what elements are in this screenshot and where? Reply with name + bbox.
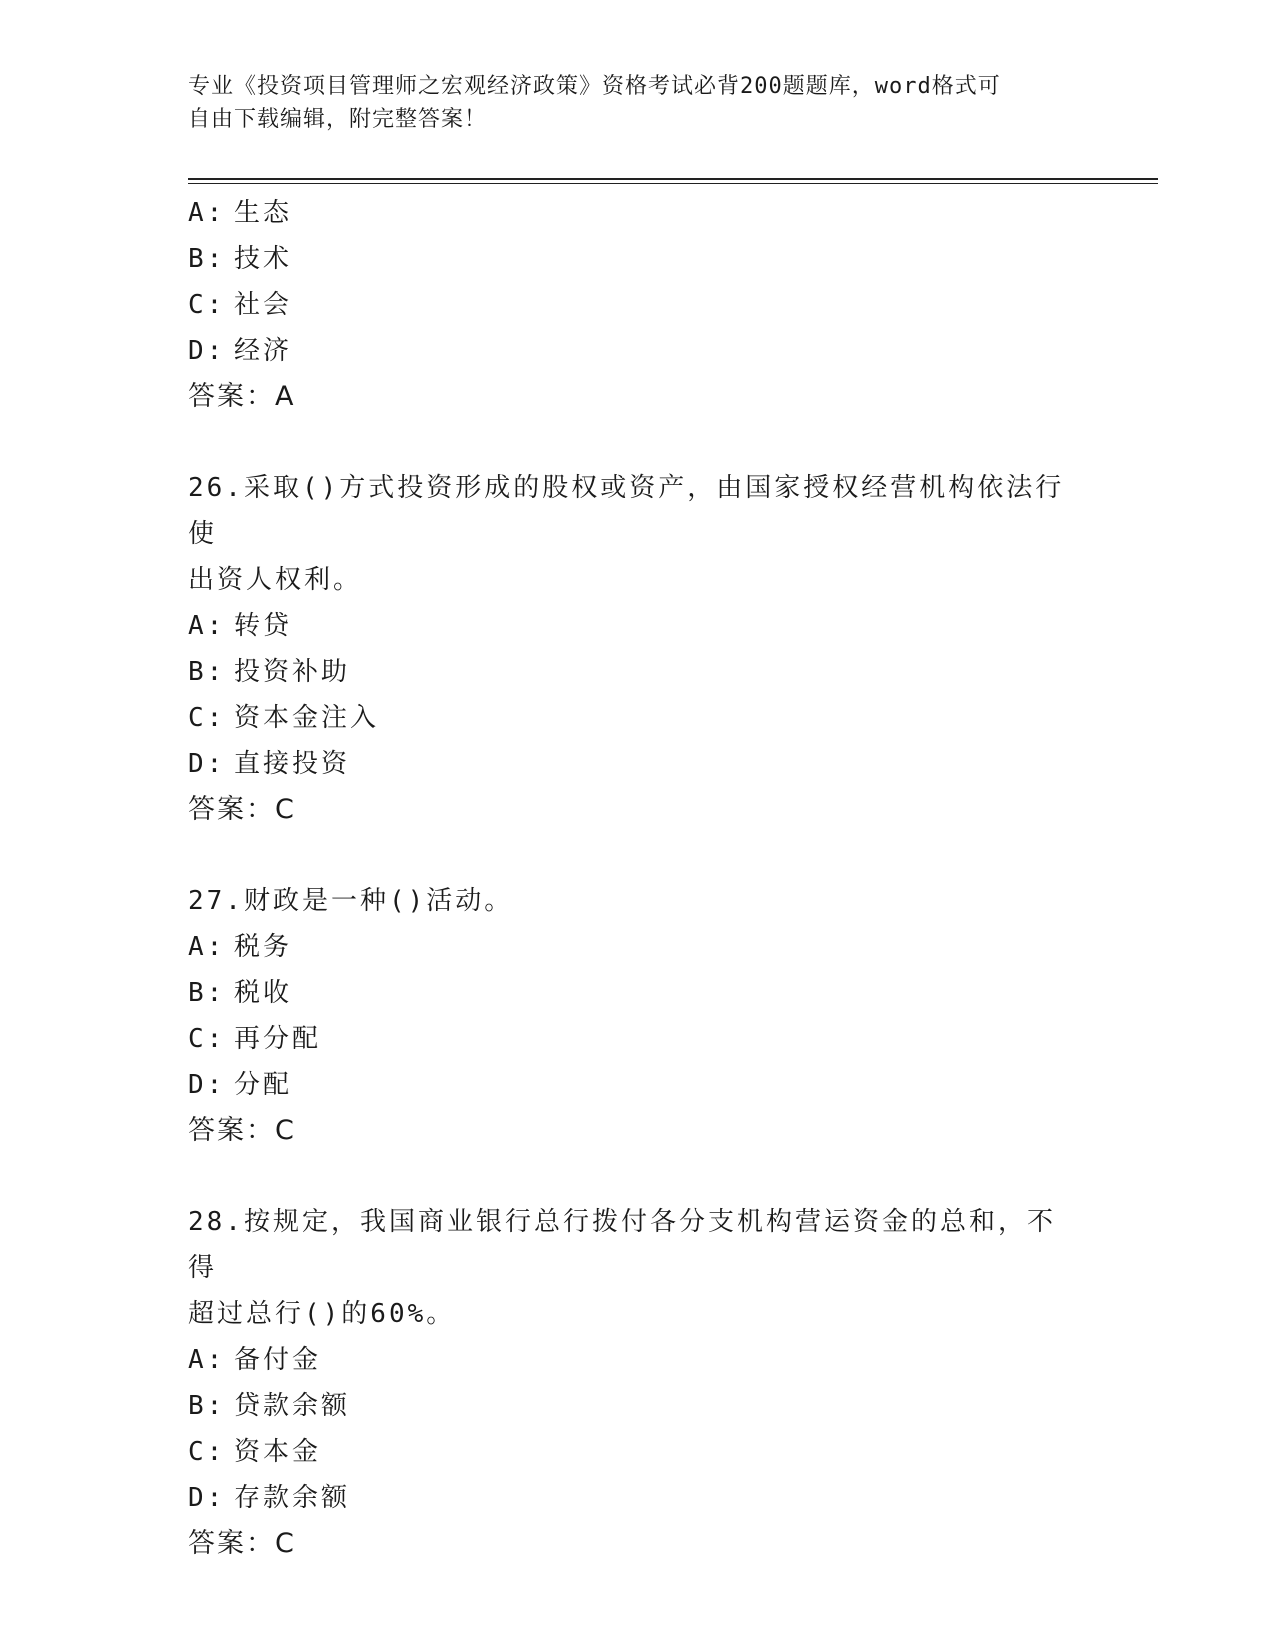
option-d [188, 741, 1088, 787]
option-text: 税收 [234, 978, 293, 1008]
option-c [188, 1016, 1088, 1062]
option-text: 备付金 [234, 1345, 322, 1375]
option-letter: A: [188, 198, 226, 228]
option-a [188, 190, 1088, 236]
option-text: 社会 [234, 290, 293, 320]
option-letter: C: [188, 703, 226, 733]
answer-line: 答案：C [188, 794, 296, 825]
option-text: 生态 [234, 198, 293, 228]
question-block-28 [188, 1199, 1088, 1567]
option-text: 资本金注入 [234, 703, 380, 733]
option-text: 直接投资 [234, 749, 351, 779]
option-text: 经济 [234, 336, 293, 366]
question-block-continued [188, 190, 1088, 420]
question-stem [188, 1199, 1078, 1337]
question-stem-line-1: 27.财政是一种()活动。 [188, 886, 514, 916]
option-letter: D: [188, 1483, 226, 1513]
option-b [188, 236, 1088, 282]
option-letter: C: [188, 290, 226, 320]
option-letter: C: [188, 1437, 226, 1467]
option-b [188, 1383, 1088, 1429]
header-divider-thin [188, 183, 1158, 184]
question-stem-line-1: 28.按规定，我国商业银行总行拨付各分支机构营运资金的总和，不得 [188, 1207, 1056, 1283]
option-b [188, 970, 1088, 1016]
option-letter: D: [188, 336, 226, 366]
option-letter: A: [188, 932, 226, 962]
option-letter: A: [188, 1345, 226, 1375]
question-stem [188, 465, 1078, 603]
option-d [188, 1062, 1088, 1108]
option-text: 存款余额 [234, 1483, 351, 1513]
question-block-27 [188, 878, 1088, 1154]
option-b [188, 649, 1088, 695]
option-c [188, 695, 1088, 741]
question-block-26 [188, 465, 1088, 833]
option-text: 资本金 [234, 1437, 322, 1467]
option-letter: A: [188, 611, 226, 641]
option-c [188, 282, 1088, 328]
option-letter: B: [188, 978, 226, 1008]
option-text: 转贷 [234, 611, 293, 641]
option-letter: B: [188, 1391, 226, 1421]
option-letter: B: [188, 657, 226, 687]
question-stem-line-2: 超过总行()的60%。 [188, 1299, 456, 1329]
option-letter: D: [188, 1070, 226, 1100]
option-text: 税务 [234, 932, 293, 962]
option-text: 投资补助 [234, 657, 351, 687]
option-d [188, 1475, 1088, 1521]
option-d [188, 328, 1088, 374]
option-letter: C: [188, 1024, 226, 1054]
option-a [188, 1337, 1088, 1383]
option-text: 分配 [234, 1070, 293, 1100]
answer-line: 答案：C [188, 1528, 296, 1559]
option-letter: B: [188, 244, 226, 274]
question-stem [188, 878, 1078, 924]
question-stem-line-1: 26.采取()方式投资形成的股权或资产，由国家授权经营机构依法行使 [188, 473, 1065, 549]
option-text: 再分配 [234, 1024, 322, 1054]
question-list [188, 190, 1088, 1612]
header-title-line-2: 自由下载编辑，附完整答案！ [188, 107, 488, 132]
option-text: 技术 [234, 244, 293, 274]
answer-line: 答案：C [188, 1115, 296, 1146]
header-divider-thick [188, 178, 1158, 180]
option-a [188, 603, 1088, 649]
question-stem-line-2: 出资人权利。 [188, 565, 363, 595]
option-text: 贷款余额 [234, 1391, 351, 1421]
document-header [188, 70, 1068, 136]
answer-line: 答案：A [188, 381, 296, 412]
header-title-line-1: 专业《投资项目管理师之宏观经济政策》资格考试必背200题题库，word格式可 [188, 74, 1001, 99]
option-letter: D: [188, 749, 226, 779]
option-c [188, 1429, 1088, 1475]
option-a [188, 924, 1088, 970]
